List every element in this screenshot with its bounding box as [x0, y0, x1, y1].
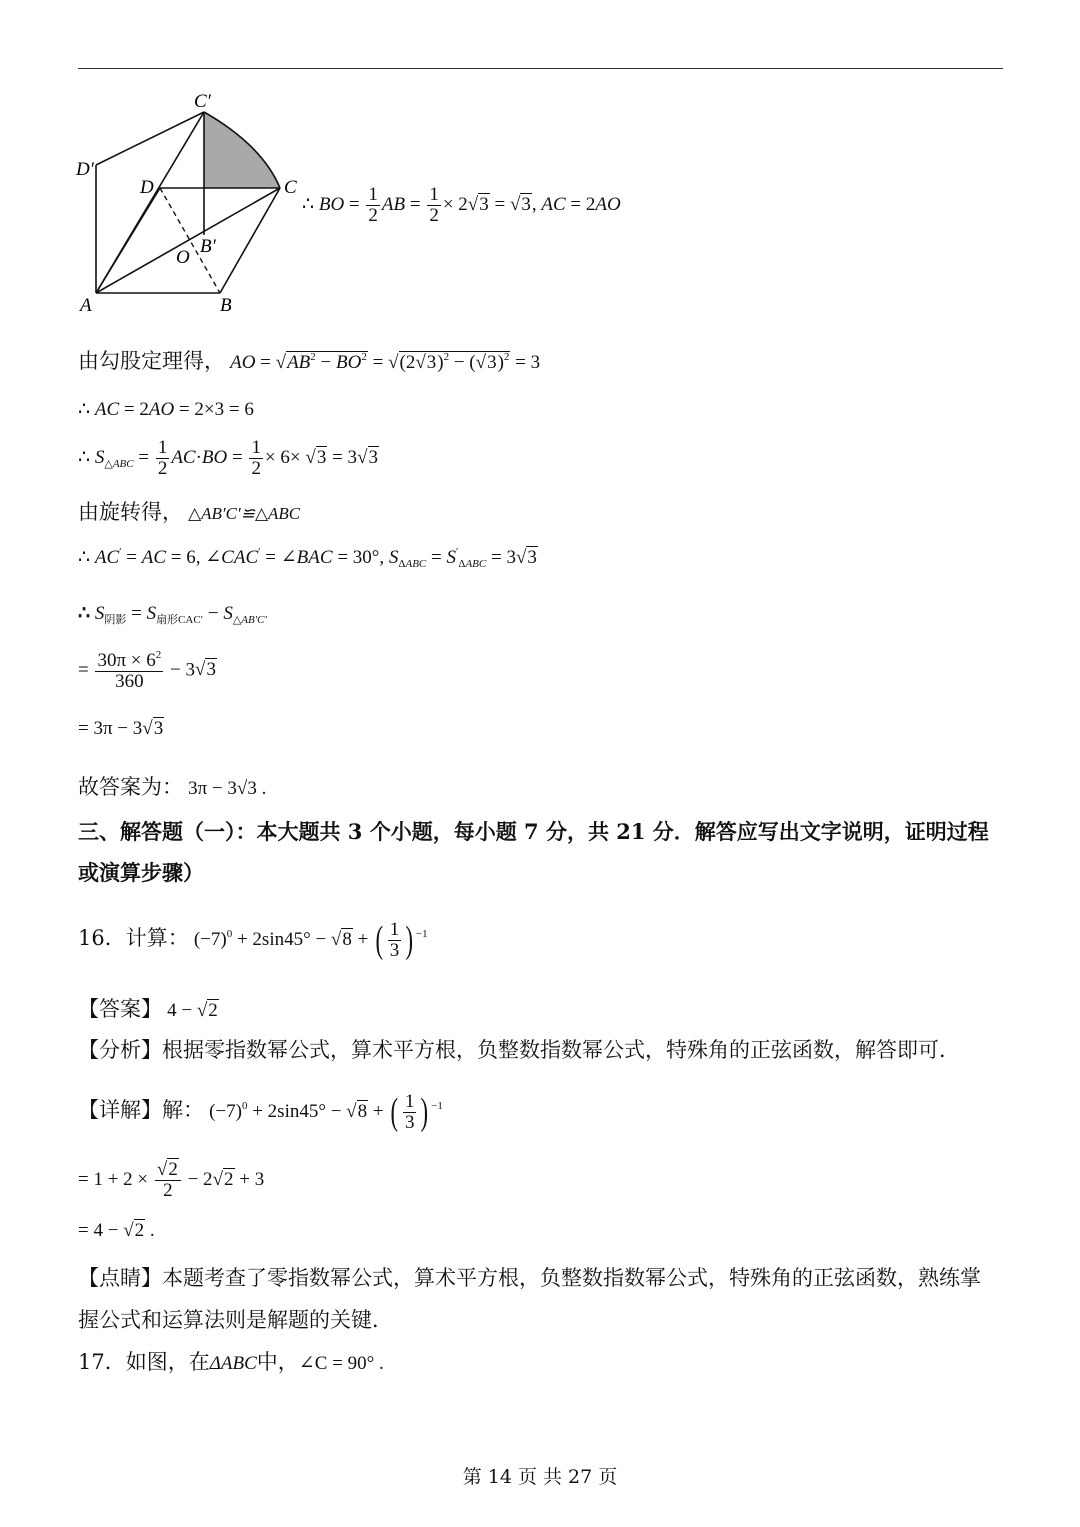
- answer-prefix: 故答案为：: [78, 775, 183, 799]
- q16-comment-line1: [78, 1262, 981, 1292]
- answer-line: [78, 771, 266, 801]
- label-b-prime: B′: [200, 236, 216, 257]
- comment-tag: 【点睛】: [78, 1266, 162, 1290]
- answer-tag: 【答案】: [78, 997, 162, 1021]
- label-a: A: [80, 295, 92, 316]
- section3-line2: 或演算步骤）: [78, 860, 204, 885]
- q17-line: [78, 1346, 384, 1376]
- label-b: B: [220, 295, 232, 316]
- q16-step1: = 1 + 2 × $\frac{√2}{2}$ − 2√2 + 3: [78, 1159, 265, 1201]
- label-d: D: [140, 177, 154, 198]
- q16-comment-line2: 握公式和运算法则是解题的关键．: [78, 1308, 393, 1332]
- q16-detail-line: 【详解】解： $(-7)^0 + 2\sin 45^\circ - √8$ + ( $\frac{1}{3}$ ) $^{-1}$: [78, 1091, 443, 1134]
- q16-line: 16．计算： $(-7)^0 + 2\sin 45^\circ - √8$ + ( $\frac{1}{3}$ ) $^{-1}$: [78, 919, 428, 962]
- edge-b-c: [220, 188, 280, 293]
- shadow-line: ∴ $S_{阴影} = S_{扇形CAC'} - S_{\triangle AB'C'}$: [78, 603, 267, 626]
- rotation-line: [78, 496, 300, 526]
- comment-text1: 本题考查了零指数幂公式，算术平方根，负整数指数幂公式，特殊角的正弦函数，熟练掌: [162, 1266, 981, 1290]
- answer-value: 3π − 3√3 .: [188, 778, 267, 799]
- rotation-formula: △AB′C′≌△ABC: [188, 504, 301, 523]
- shaded-region: [204, 112, 280, 188]
- label-o: O: [176, 247, 190, 268]
- label-c-prime: C′: [194, 91, 211, 112]
- q17-condition: ∠C = 90° .: [298, 1353, 384, 1374]
- q17-middle: 中，: [256, 1350, 299, 1374]
- area-line: ∴ $S_{\triangle ABC}$ = $\frac{1}{2}$ AC·BO = $\frac{1}{2}$ × 6× √3 = 3√3: [78, 437, 378, 479]
- ac-line: ∴ AC = 2AO = 2×3 = 6: [78, 399, 254, 420]
- pythagoras-line: 由勾股定理得， AO = $√AB^2 - BO^2 = √(2√3)^2 - (√3)^2 = 3$: [78, 349, 541, 373]
- equal-line: ∴ AC′ = AC = 6, ∠CAC′ = ∠BAC = 30°, $S_{\Delta ABC} = S'_{\Delta ABC} = 3√3$: [78, 546, 537, 570]
- pythagoras-prefix: 由勾股定理得，: [78, 349, 225, 373]
- rotation-figure: [70, 85, 310, 320]
- q16-answer-line: 【答案】 4 − √2: [78, 997, 218, 1021]
- q16-label: 16．计算：: [78, 925, 189, 950]
- diag-a-c: [96, 188, 280, 293]
- q16-step2: = 4 − √2 .: [78, 1220, 155, 1241]
- shadow-sub1: 阴影: [104, 614, 127, 626]
- analysis-tag: 【分析】: [78, 1038, 162, 1062]
- detail-tag: 【详解】: [78, 1097, 162, 1122]
- q17-triangle: ΔABC: [209, 1353, 257, 1374]
- section3-line1: 三、解答题（一）：本大题共 3 个小题，每小题 7 分，共 21 分．解答应写出文字说明，证明过程: [78, 819, 989, 844]
- bo-line: ∴ BO = $\frac{1}{2}$ AB = $\frac{1}{2}$ × 2√3 = √3, AC = 2AO: [302, 184, 621, 226]
- result-line: = 3π − 3√3: [78, 718, 164, 739]
- rotation-prefix: 由旋转得，: [78, 500, 183, 524]
- label-c: C: [284, 177, 297, 198]
- q16-analysis-line: [78, 1034, 960, 1064]
- frac-line: = $\frac{30\pi \times 6^2}{360}$ − 3√3: [78, 649, 216, 692]
- analysis-text: 根据零指数幂公式，算术平方根，负整数指数幂公式，特殊角的正弦函数，解答即可．: [162, 1038, 960, 1062]
- header-rule: [78, 68, 1003, 69]
- q17-label: 17．如图，在: [78, 1350, 210, 1374]
- detail-prefix: 解：: [162, 1097, 204, 1122]
- page-footer: 第 14 页 共 27 页: [462, 1466, 618, 1488]
- label-d-prime: D′: [76, 159, 94, 180]
- shadow-sub2: 扇形CAC′: [156, 614, 204, 626]
